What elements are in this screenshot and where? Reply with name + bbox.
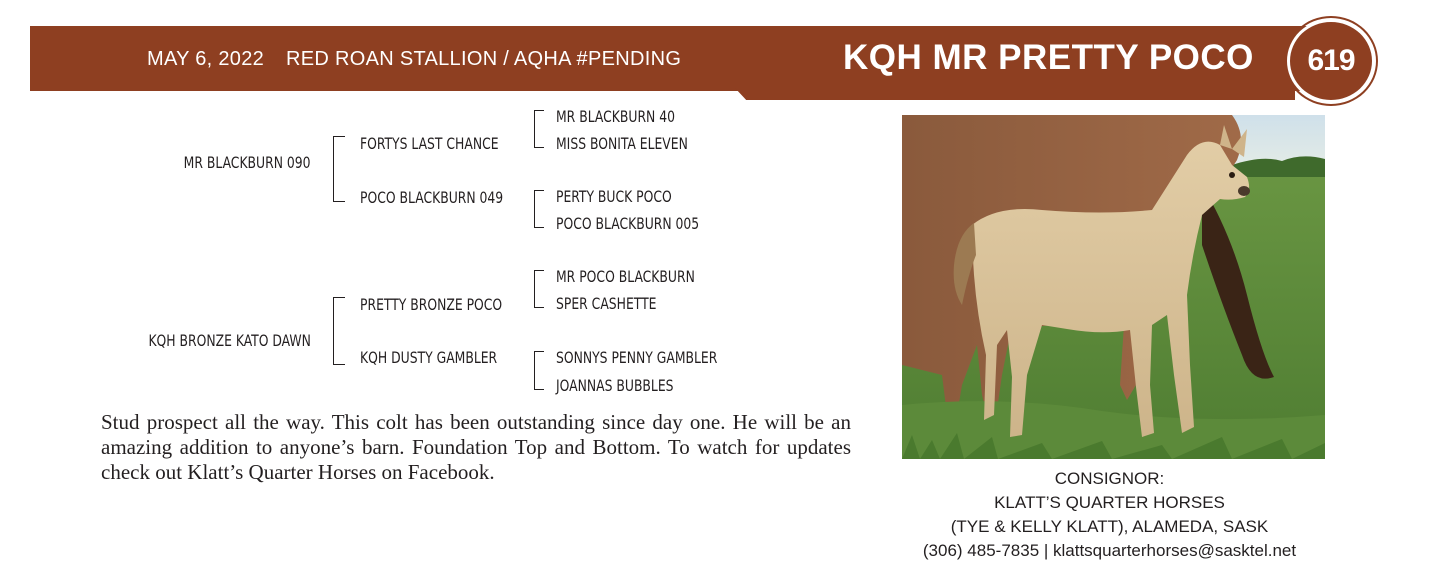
consignor-contact[interactable]: (306) 485-7835 | klattsquarterhorses@sasktel.net: [922, 541, 1297, 560]
lot-description: Stud prospect all the way. This colt has been outstanding since day one. He will be an amazing addition to anyone’s barn. Foundation Top and Bottom. To watch for updates check out Klatt’s Quarter Horses on Facebook.: [101, 410, 851, 484]
pedigree-ds-dam: SPER CASHETTE: [556, 294, 657, 313]
pedigree-dam-sire: PRETTY BRONZE POCO: [360, 295, 503, 314]
consignor-name: KLATT’S QUARTER HORSES: [994, 493, 1225, 512]
sale-date: MAY 6, 2022: [147, 48, 265, 70]
pedigree-sd-dam: POCO BLACKBURN 005: [556, 214, 700, 233]
pedigree-ss-dam: MISS BONITA ELEVEN: [556, 134, 688, 153]
pedigree-ss-sire: MR BLACKBURN 40: [556, 107, 676, 126]
pedigree-bracket-ds: [534, 270, 544, 308]
pedigree-dam: KQH BRONZE KATO DAWN: [148, 331, 311, 350]
pedigree-dd-sire: SONNYS PENNY GAMBLER: [556, 348, 718, 367]
lot-number: 619: [1307, 44, 1355, 77]
pedigree-bracket-sd: [534, 190, 544, 228]
lot-badge: [1287, 19, 1375, 103]
horse-description: RED ROAN STALLION / AQHA #PENDING: [286, 48, 682, 70]
consignor-block: [898, 467, 1321, 563]
pedigree-dam-dam: KQH DUSTY GAMBLER: [360, 348, 498, 367]
horse-photo: [902, 115, 1325, 459]
pedigree-sire: MR BLACKBURN 090: [184, 153, 311, 172]
header-banner-tail: [735, 88, 1295, 100]
pedigree-ds-sire: MR POCO BLACKBURN: [556, 267, 695, 286]
consignor-owners: (TYE & KELLY KLATT), ALAMEDA, SASK: [950, 517, 1269, 536]
pedigree-sire-dam: POCO BLACKBURN 049: [360, 188, 504, 207]
pedigree-sd-sire: PERTY BUCK POCO: [556, 187, 672, 206]
horse-photo-illustration: [902, 115, 1325, 459]
pedigree-sire-sire: FORTYS LAST CHANCE: [360, 134, 499, 153]
consignor-label: CONSIGNOR:: [1054, 469, 1165, 488]
pedigree-bracket-ss: [534, 110, 544, 148]
pedigree-bracket-dam: [333, 297, 345, 365]
pedigree-bracket-dd: [534, 351, 544, 390]
pedigree-dd-dam: JOANNAS BUBBLES: [556, 376, 674, 395]
pedigree-bracket-sire: [333, 136, 345, 202]
horse-name: KQH MR PRETTY POCO: [843, 38, 1254, 77]
